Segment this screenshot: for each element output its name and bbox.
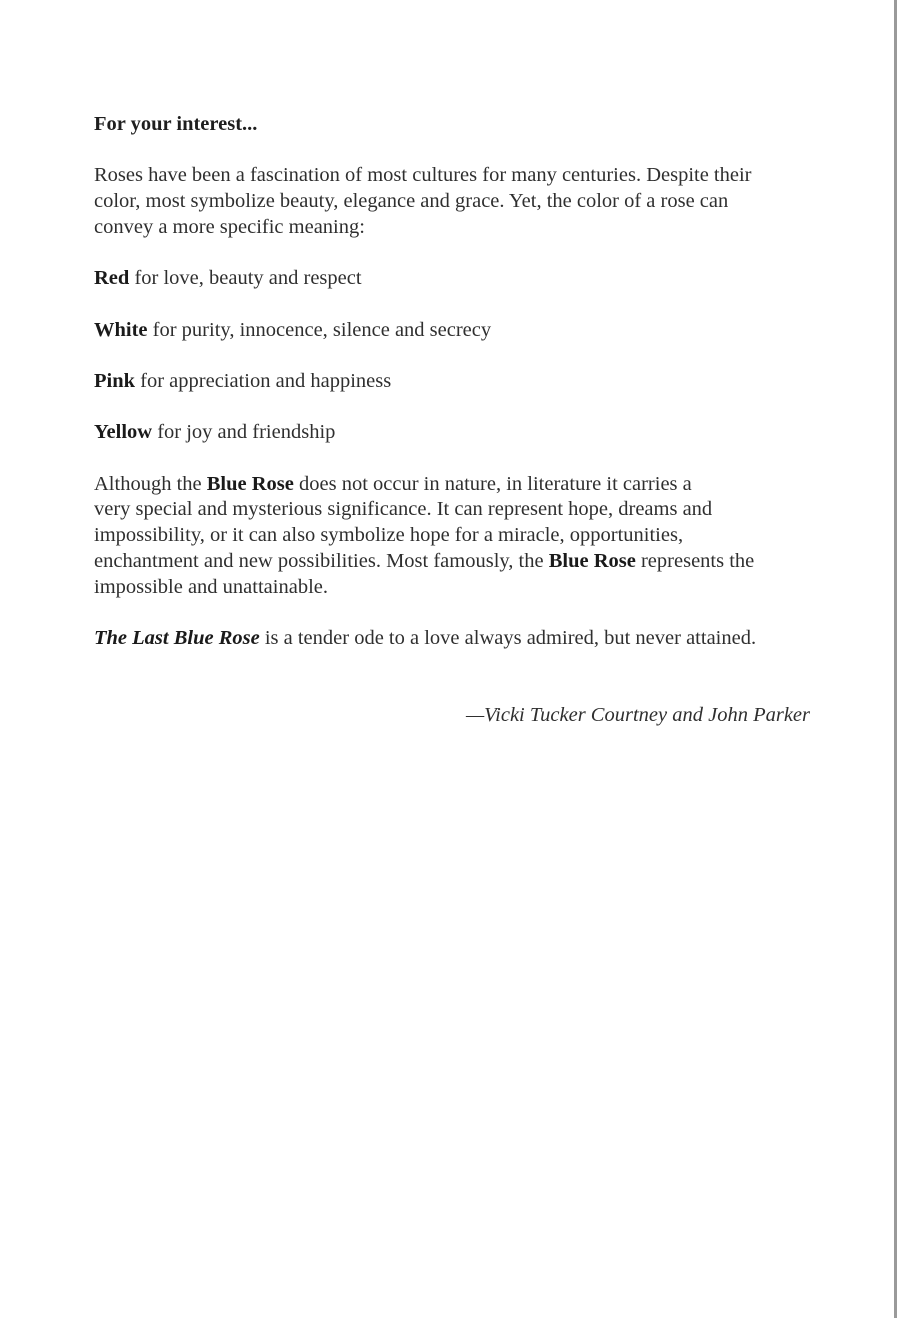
blue-rose-line-2: very special and mysterious significance. It can represent hope, dreams and	[94, 498, 713, 521]
text-segment: Although the	[94, 472, 207, 495]
color-meaning: for love, beauty and respect	[129, 267, 362, 290]
blue-rose-line-4	[94, 549, 814, 575]
text-segment: does not occur in nature, in literature it carries a	[293, 472, 692, 495]
blue-rose-paragraph	[94, 472, 814, 601]
color-meaning: for joy and friendship	[152, 421, 336, 444]
closing-text: is a tender ode to a love always admired, but never attained.	[259, 626, 757, 649]
blue-rose-term: Blue Rose	[206, 472, 294, 495]
intro-line-3: convey a more specific meaning:	[94, 215, 365, 238]
author-signature: —Vicki Tucker Courtney and John Parker	[465, 703, 810, 726]
blue-rose-line-3: impossibility, or it can also symbolize hope for a miracle, opportunities,	[94, 524, 684, 547]
book-title: The Last Blue Rose	[94, 626, 260, 649]
blue-rose-line-5: impossible and unattainable.	[94, 575, 328, 598]
color-meaning: for appreciation and happiness	[135, 369, 392, 392]
text-segment: represents the	[635, 549, 755, 572]
intro-paragraph	[94, 163, 814, 240]
blue-rose-term: Blue Rose	[548, 549, 636, 572]
intro-line-2: color, most symbolize beauty, elegance and grace. Yet, the color of a rose can	[94, 190, 729, 213]
page-content	[94, 112, 814, 754]
closing-paragraph	[94, 626, 814, 652]
intro-line-1: Roses have been a fascination of most cultures for many centuries. Despite their	[94, 164, 752, 187]
color-meaning-red	[94, 266, 814, 292]
color-meaning-pink	[94, 369, 814, 395]
text-segment: enchantment and new possibilities. Most famously, the	[94, 549, 549, 572]
color-name: White	[94, 318, 148, 341]
color-meaning: for purity, innocence, silence and secrecy	[147, 318, 492, 341]
color-meaning-yellow	[94, 420, 814, 446]
section-heading: For your interest...	[94, 113, 258, 135]
color-meaning-white	[94, 318, 814, 344]
color-name: Yellow	[94, 421, 153, 444]
color-name: Red	[94, 267, 130, 290]
color-name: Pink	[94, 369, 136, 392]
blue-rose-line-1	[94, 472, 814, 498]
